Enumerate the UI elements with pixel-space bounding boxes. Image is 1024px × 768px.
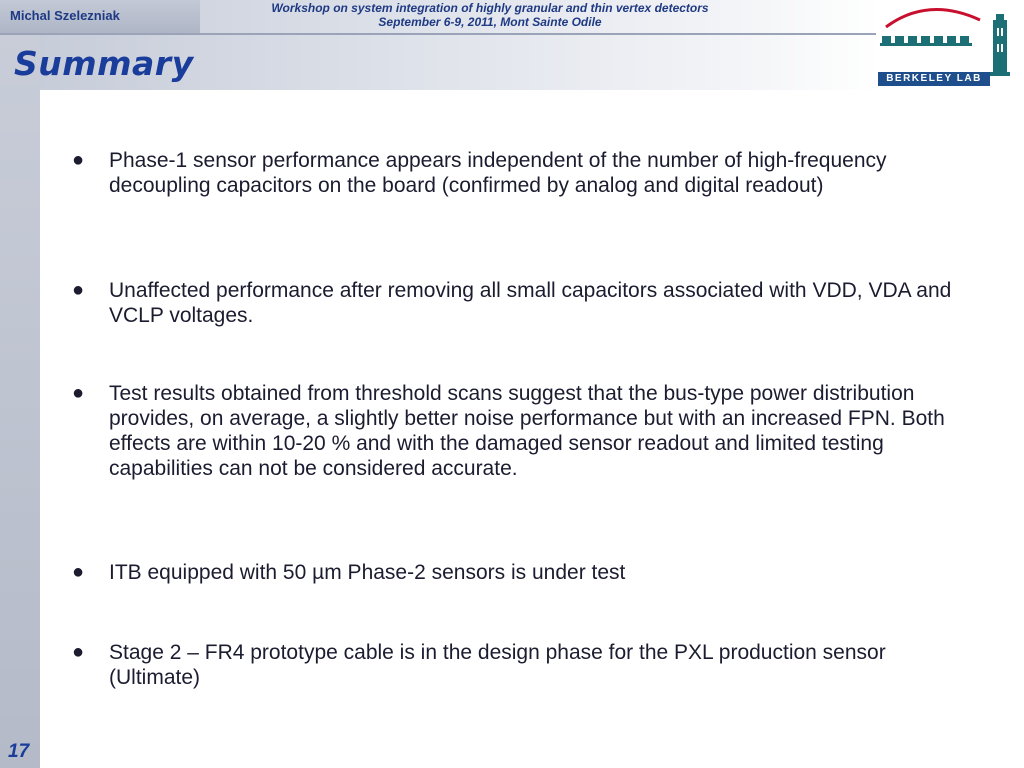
- bullet-dot-icon: ●: [72, 561, 85, 583]
- workshop-title: Workshop on system integration of highly granular and thin vertex detectors: [271, 1, 709, 15]
- bullet-dot-icon: ●: [72, 149, 85, 171]
- workshop-dates: September 6-9, 2011, Mont Sainte Odile: [378, 15, 602, 29]
- header-divider: [0, 33, 878, 35]
- bullet-dot-icon: ●: [72, 382, 85, 404]
- bullet-text: Stage 2 – FR4 prototype cable is in the design phase for the PXL production sensor (Ultimate): [109, 641, 886, 689]
- berkeley-lab-logo: [876, 0, 1024, 90]
- author-box: [0, 0, 200, 34]
- page-number: 17: [8, 741, 30, 762]
- bullet-dot-icon: ●: [72, 279, 85, 301]
- bullet-text: ITB equipped with 50 µm Phase-2 sensors is under test: [109, 561, 626, 584]
- bullet-dot-icon: ●: [72, 641, 85, 663]
- logo-text: BERKELEY LAB: [886, 73, 982, 84]
- bullet-text: Phase-1 sensor performance appears independent of the number of high-frequency decoupling capacitors on the board (confirmed by analog and digital readout): [109, 149, 887, 197]
- author-name: Michal Szelezniak: [10, 8, 120, 23]
- slide-title: Summary: [14, 44, 194, 83]
- workshop-info: [200, 1, 780, 29]
- bullet-text: Test results obtained from threshold scans suggest that the bus-type power distribution provides, on average, a slightly better noise performance but with an increased FPN. Both effects are within 10-20 % and with the damaged sensor readout and limited testing capabilities can not be considered accurate.: [109, 382, 945, 480]
- bullet-text: Unaffected performance after removing all small capacitors associated with VDD, VDA and VCLP voltages.: [109, 279, 952, 327]
- left-sidebar-bar: [0, 0, 40, 768]
